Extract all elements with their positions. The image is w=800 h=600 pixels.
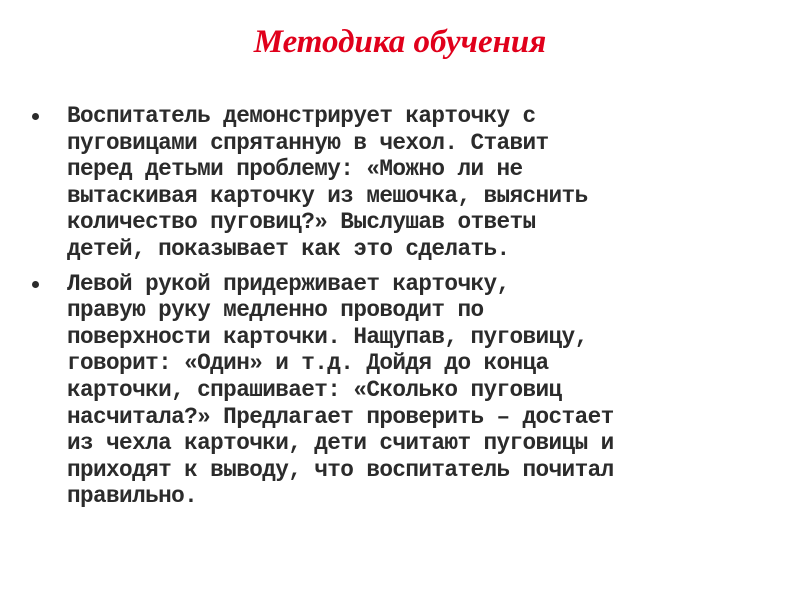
bullet-line: приходят к выводу, что воспитатель почитал xyxy=(67,456,614,483)
bullet-line: пуговицами спрятанную в чехол. Ставит xyxy=(67,129,549,156)
bullet-line: карточки, спрашивает: «Сколько пуговиц xyxy=(67,376,562,403)
bullet-line: перед детьми проблему: «Можно ли не xyxy=(67,156,523,183)
bullet-line: из чехла карточки, дети считают пуговицы и xyxy=(67,430,614,457)
bullet-line: Воспитатель демонстрирует карточку с xyxy=(67,103,536,129)
bullet-line: правильно. xyxy=(67,483,198,510)
bullet-line: правую руку медленно проводит по xyxy=(67,297,484,324)
bullet-line: количество пуговиц?» Выслушав ответы xyxy=(67,209,536,236)
bullet-list xyxy=(30,103,782,518)
bullet-dot-icon xyxy=(32,113,39,120)
bullet-line: говорит: «Один» и т.д. Дойдя до конца xyxy=(67,350,549,377)
bullet-line: насчитала?» Предлагает проверить – достает xyxy=(67,403,614,430)
bullet-line: детей, показывает как это сделать. xyxy=(67,235,510,262)
bullet-line: Левой рукой придерживает карточку, xyxy=(67,270,510,297)
bullet-item xyxy=(30,271,782,510)
bullet-line: поверхности карточки. Нащупав, пуговицу, xyxy=(67,323,588,350)
bullet-line: вытаскивая карточку из мешочка, выяснить xyxy=(67,182,588,209)
bullet-dot-icon xyxy=(32,281,39,288)
slide-title: Методика обучения xyxy=(253,24,547,60)
bullet-item xyxy=(30,103,782,263)
